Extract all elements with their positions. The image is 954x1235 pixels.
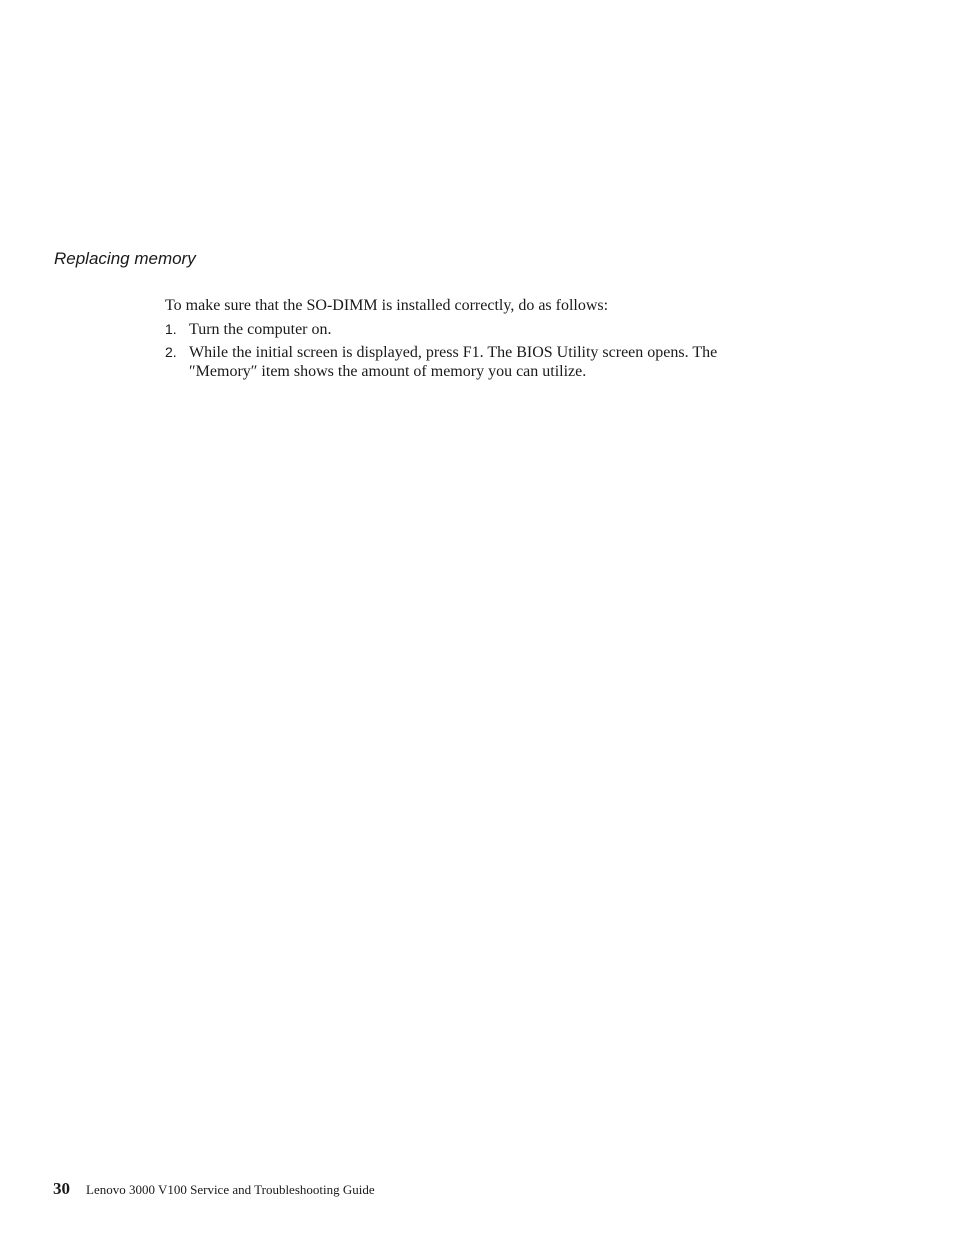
footer-title: Lenovo 3000 V100 Service and Troubleshooting Guide <box>86 1182 375 1197</box>
step-number: 1. <box>165 321 177 337</box>
steps-list <box>165 320 725 381</box>
list-item <box>165 320 725 339</box>
page-footer <box>53 1179 375 1199</box>
step-number: 2. <box>165 344 177 360</box>
section-heading: Replacing memory <box>54 249 196 268</box>
intro-paragraph: To make sure that the SO-DIMM is installed correctly, do as follows: <box>165 297 609 314</box>
step-text: While the initial screen is displayed, press F1. The BIOS Utility screen opens. The ″Memory″ item shows the amount of memory you can utilize. <box>189 344 718 380</box>
step-text: Turn the computer on. <box>189 321 332 338</box>
content-block <box>165 296 725 385</box>
page-number: 30 <box>53 1179 70 1198</box>
list-item <box>165 343 725 381</box>
